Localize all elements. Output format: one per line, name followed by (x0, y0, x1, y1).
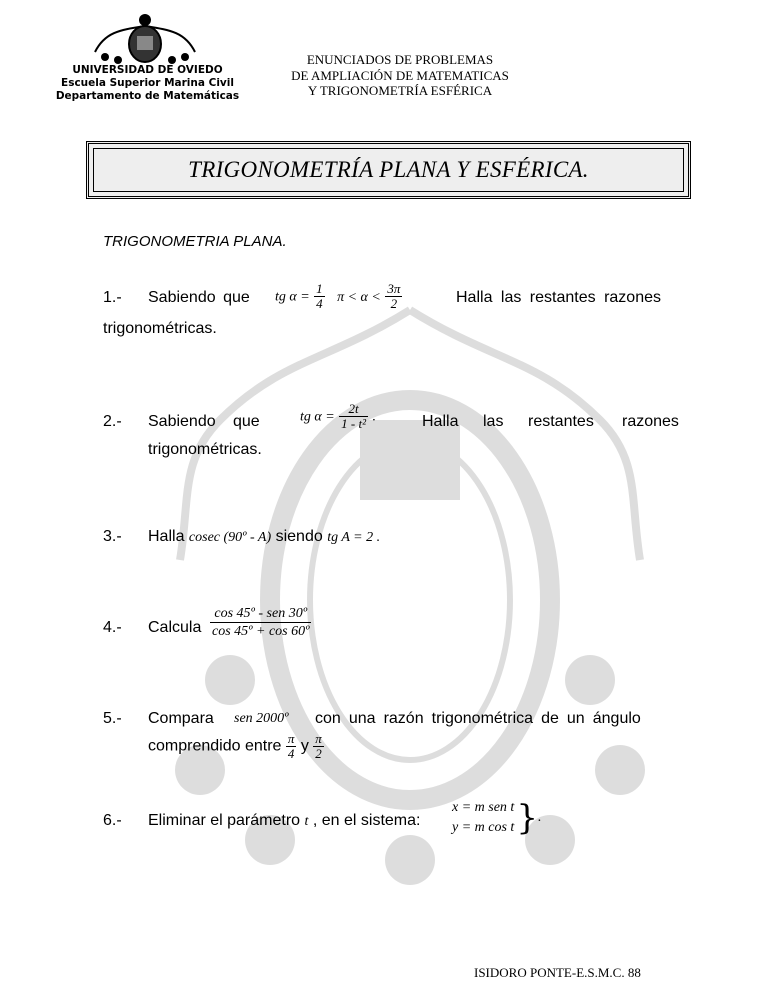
page-title: TRIGONOMETRÍA PLANA Y ESFÉRICA. (188, 157, 589, 182)
logo-university: UNIVERSIDAD DE OVIEDO (72, 64, 223, 76)
problem-1-text: Sabiendo que (148, 289, 250, 306)
crest-icon (90, 12, 200, 64)
problem-5-number: 5.- (103, 710, 122, 727)
problem-2-formula: tg α = $\frac{2t}{\text{1 - t²}}$ . (300, 401, 376, 431)
problem-6-system: x = m sen t y = m cos t } . (452, 798, 542, 838)
problem-2-word-1: Sabiendo (148, 413, 216, 430)
problem-6-line: Eliminar el parámetro t , en el sistema: (148, 812, 421, 829)
problem-1-number: 1.- (103, 289, 122, 306)
footer-author-page: ISIDORO PONTE-E.S.M.C. 88 (474, 965, 641, 980)
section-heading: TRIGONOMETRIA PLANA. (103, 233, 287, 250)
problem-5-line-2: comprendido entre $\frac{\pi}{4}$ y $\frac{\pi}{2}$ (148, 731, 322, 761)
problem-4-text: Calcula (148, 619, 202, 636)
problem-2-word-3: Halla (422, 413, 459, 430)
problem-3-number: 3.- (103, 528, 122, 545)
document-header (255, 52, 545, 99)
university-logo (35, 12, 260, 103)
logo-department: Departamento de Matemáticas (55, 90, 240, 102)
title-box (86, 141, 691, 199)
problem-4-fraction: $\frac{\text{cos 45º - sen 30º}}{\text{cos 45º + cos 60º}}$ (212, 606, 310, 639)
problem-2-word-5: restantes (528, 413, 594, 430)
problem-2-text-c: trigonométricas. (148, 441, 262, 458)
problem-2-word-2: que (233, 413, 260, 430)
logo-school: Escuela Superior Marina Civil (61, 77, 234, 89)
header-line-3: Y TRIGONOMETRÍA ESFÉRICA (307, 83, 493, 98)
problem-1-formula: tg α = $\frac{1}{4}$ π < α < $\frac{3\pi}{2}$ (275, 281, 401, 311)
problem-1-text-c: trigonométricas. (103, 320, 217, 337)
crest-watermark (160, 300, 660, 900)
problem-6-number: 6.- (103, 812, 122, 829)
header-line-2: DE AMPLIACIÓN DE MATEMATICAS (291, 67, 509, 83)
problem-2-word-6: razones (622, 413, 679, 430)
problem-5-text-b: con una razón trigonométrica de un ángulo (315, 710, 641, 727)
problem-5-math: sen 2000º (234, 711, 289, 726)
header-line-1: ENUNCIADOS DE PROBLEMAS (306, 52, 494, 67)
problem-1-text-b: Halla las restantes razones (456, 289, 661, 306)
problem-3-line: Halla cosec (90º - A) siendo tg A = 2 . (148, 528, 381, 545)
problem-5-text-a: Compara (148, 710, 214, 727)
problem-2-word-4: las (483, 413, 504, 430)
problem-2-number: 2.- (103, 413, 122, 430)
problem-4-number: 4.- (103, 619, 122, 636)
